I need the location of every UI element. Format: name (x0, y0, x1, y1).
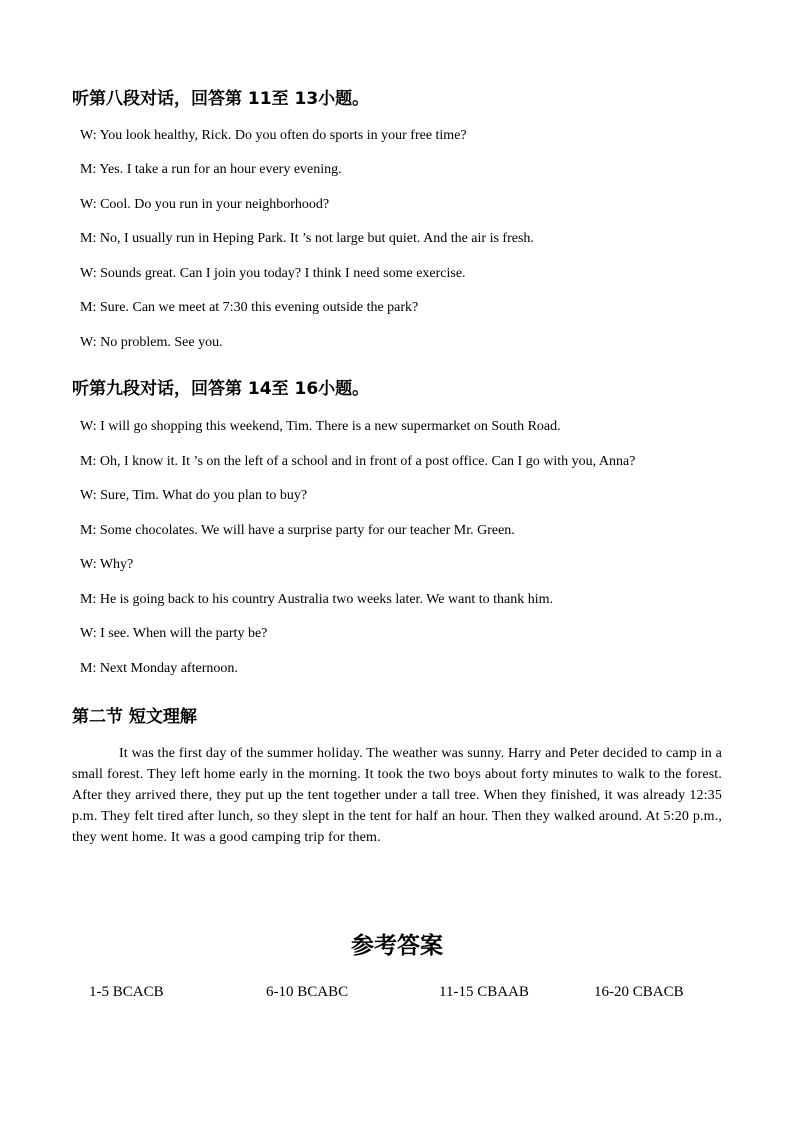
dialogue-line: W: No problem. See you. (80, 335, 223, 350)
dialogue-line: W: Sure, Tim. What do you plan to buy? (80, 488, 308, 503)
dialogue-line: W: Cool. Do you run in your neighborhood? (80, 197, 330, 212)
section9-heading: 听第九段对话，回答第 14至 16小题。 (72, 379, 370, 399)
dialogue-line: W: Why? (80, 557, 134, 572)
answer-group: 6-10 BCABC (266, 984, 349, 1000)
section8-heading: 听第八段对话，回答第 11至 13小题。 (72, 89, 370, 109)
dialogue-line: W: I will go shopping this weekend, Tim. There is a new supermarket on South Road. (80, 419, 561, 434)
answer-group: 1-5 BCACB (89, 984, 164, 1000)
dialogue-line: M: Oh, I know it. It ’s on the left of a school and in front of a post office. Can I go with you, Anna? (80, 454, 636, 469)
dialogue-line: M: Yes. I take a run for an hour every evening. (80, 162, 342, 177)
dialogue-line: M: Some chocolates. We will have a surprise party for our teacher Mr. Green. (80, 523, 515, 538)
dialogue-line: M: No, I usually run in Heping Park. It ’s not large but quiet. And the air is fresh. (80, 231, 534, 246)
dialogue-line: W: You look healthy, Rick. Do you often do sports in your free time? (80, 128, 467, 143)
dialogue-line: M: He is going back to his country Australia two weeks later. We want to thank him. (80, 592, 553, 607)
part2-heading: 第二节 短文理解 (72, 707, 197, 727)
answer-group: 11-15 CBAAB (439, 984, 529, 1000)
dialogue-line: W: I see. When will the party be? (80, 626, 268, 641)
answer-group: 16-20 CBACB (594, 984, 684, 1000)
dialogue-line: M: Sure. Can we meet at 7:30 this evening outside the park? (80, 300, 419, 315)
answer-key-title: 参考答案 (351, 933, 443, 959)
dialogue-line: M: Next Monday afternoon. (80, 661, 238, 676)
reading-passage: It was the first day of the summer holiday. The weather was sunny. Harry and Peter decided to camp in a small forest. They left home early in the morning. It took the two boys about forty minutes to walk to the forest. After they arrived there, they put up the tent together under a tall tree. When they finished, it was already 12:35 p.m. They felt tired after lunch, so they slept in the tent for half an hour. Then they walked around. At 5:20 p.m., they went home. It was a good camping trip for them. (72, 746, 722, 845)
dialogue-line: W: Sounds great. Can I join you today? I think I need some exercise. (80, 266, 466, 281)
